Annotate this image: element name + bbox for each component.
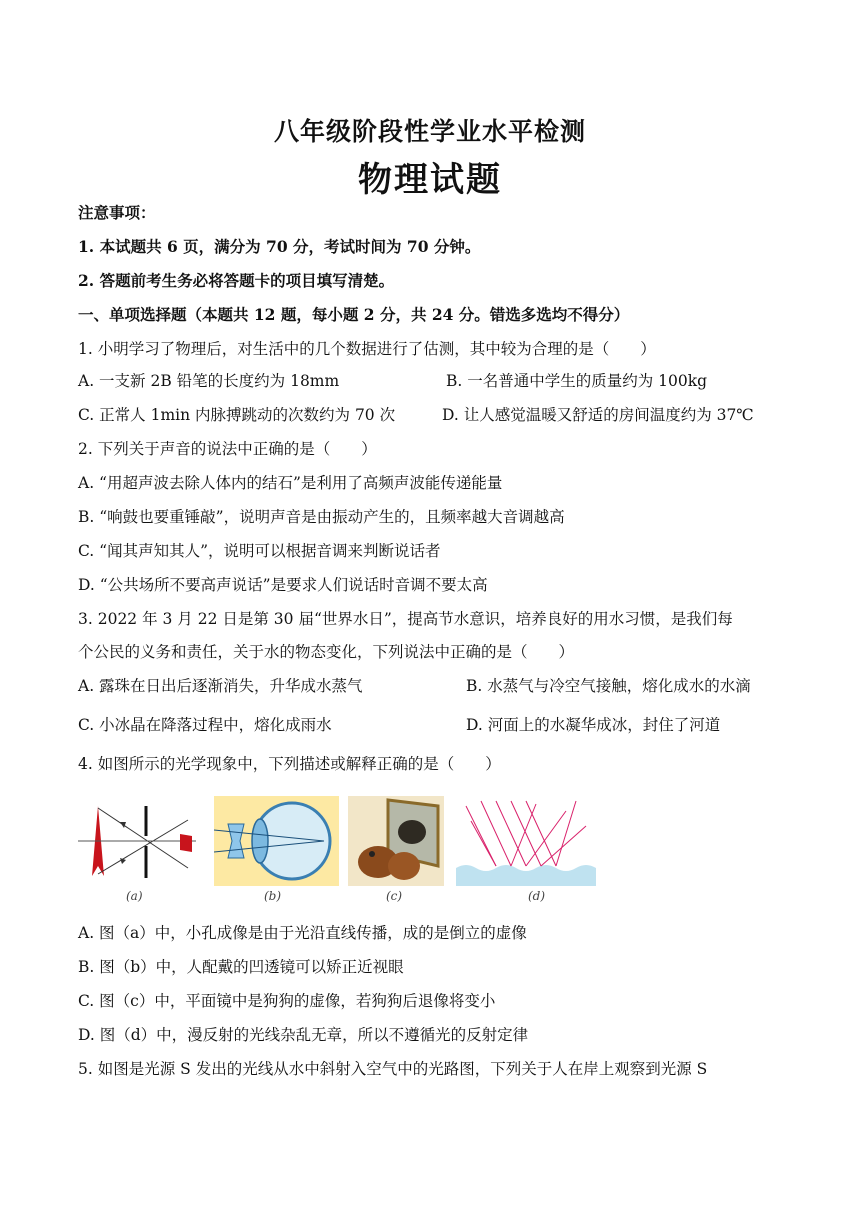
caption-c: (c) [386, 889, 403, 903]
section1-heading: 一、单项选择题（本题共 12 题，每小题 2 分，共 24 分。错选多选均不得分） [78, 305, 630, 324]
q1-stem: 1. 小明学习了物理后，对生活中的几个数据进行了估测，其中较为合理的是（ ） [78, 340, 656, 358]
notes-item-2: 2. 答题前考生务必将答题卡的项目填写清楚。 [78, 271, 395, 290]
exam-title: 八年级阶段性学业水平检测 [273, 117, 586, 146]
caption-a: (a) [126, 889, 143, 903]
q4-stem: 4. 如图所示的光学现象中，下列描述或解释正确的是（ ） [78, 755, 501, 773]
q2-stem: 2. 下列关于声音的说法中正确的是（ ） [78, 440, 377, 458]
figure-b-eye-lens [214, 796, 339, 886]
q2-option-c: C. “闻其声知其人”，说明可以根据音调来判断说话者 [78, 542, 441, 560]
inverted-image-icon [180, 834, 192, 852]
q4-option-a: A. 图（a）中，小孔成像是由于光沿直线传播，成的是倒立的虚像 [78, 924, 527, 942]
q3-option-c: C. 小冰晶在降落过程中，熔化成雨水 [78, 716, 332, 734]
q3-option-b: B. 水蒸气与冷空气接触，熔化成水的水滴 [466, 677, 751, 695]
q1-option-d: D. 让人感觉温暖又舒适的房间温度约为 37℃ [442, 406, 754, 424]
q3-option-a: A. 露珠在日出后逐渐消失，升华成水蒸气 [78, 677, 363, 695]
q5-stem: 5. 如图是光源 S 发出的光线从水中斜射入空气中的光路图，下列关于人在岸上观察到光源 S [78, 1060, 708, 1078]
q2-option-a: A. “用超声波去除人体内的结石”是利用了高频声波能传递能量 [78, 474, 503, 492]
q3-stem-line1: 3. 2022 年 3 月 22 日是第 30 届“世界水日”，提高节水意识，培养良好的用水习惯，是我们每 [78, 610, 733, 628]
dog-reflection-icon [398, 820, 426, 844]
caption-d: (d) [528, 889, 546, 903]
exam-subject-title: 物理试题 [358, 160, 502, 200]
q2-option-d: D. “公共场所不要高声说话”是要求人们说话时音调不要太高 [78, 576, 488, 594]
q4-option-b: B. 图（b）中，人配戴的凹透镜可以矫正近视眼 [78, 958, 404, 976]
q1-option-b: B. 一名普通中学生的质量约为 100kg [446, 372, 708, 390]
figure-c-dog-mirror [348, 796, 444, 886]
caption-b: (b) [264, 889, 282, 903]
q4-option-d: D. 图（d）中，漫反射的光线杂乱无章，所以不遵循光的反射定律 [78, 1026, 529, 1044]
notes-heading: 注意事项： [78, 203, 156, 222]
notes-item-1: 1. 本试题共 6 页，满分为 70 分，考试时间为 70 分钟。 [78, 237, 481, 256]
q3-option-d: D. 河面上的水凝华成冰，封住了河道 [466, 716, 721, 734]
q4-option-c: C. 图（c）中，平面镜中是狗狗的虚像，若狗狗后退像将变小 [78, 992, 496, 1010]
q3-stem-line2: 个公民的义务和责任，关于水的物态变化，下列说法中正确的是（ ） [78, 643, 575, 661]
q1-option-a: A. 一支新 2B 铅笔的长度约为 18mm [78, 372, 340, 390]
q1-option-c: C. 正常人 1min 内脉搏跳动的次数约为 70 次 [78, 406, 396, 424]
figure-a-pinhole [78, 796, 198, 886]
q2-option-b: B. “响鼓也要重锤敲”，说明声音是由振动产生的，且频率越大音调越高 [78, 508, 565, 526]
figure-d-diffuse-reflection [456, 796, 596, 886]
q4-figures [78, 796, 608, 908]
rough-surface-icon [456, 865, 596, 886]
